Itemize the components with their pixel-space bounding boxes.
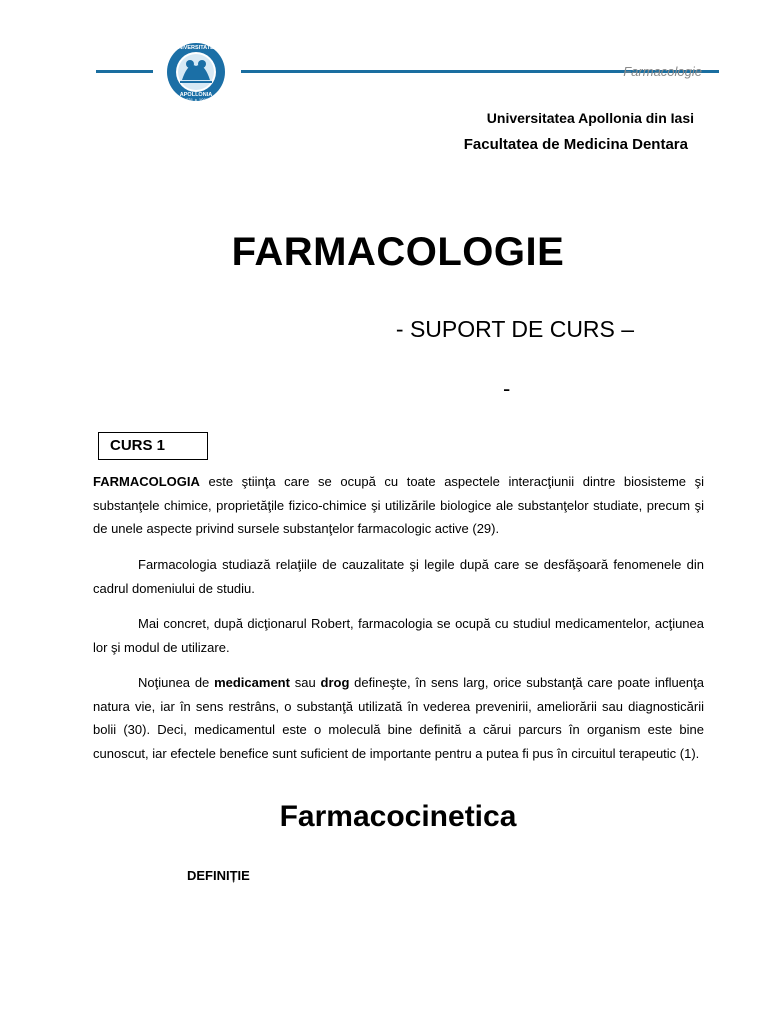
paragraph-text: defineşte, în sens larg, orice substanţă care poate influenţa natura vie, iar în sens restrâns, o substanţă utilizată în vederea prevenirii, ameliorării sau diagnosticării bolii (30). Deci, medicamentul este o moleculă bine definită a cărui parcurs în organism este bine cunoscut, iar efectele benefice sunt suficient de importante pentru a putea fi pus în circuitul terapeutic (1). [93,675,704,761]
paragraph-text: este ştiinţa care se ocupă cu toate aspectele interacţiunii dintre biosisteme şi substanţele chimice, proprietăţile fizico-chimice şi utilizările biologice ale substanţelor studiate, precum şi de unele aspecte privind sursele substanţelor farmacologic active (29). [93,474,704,536]
document-title: FARMACOLOGIE [231,230,565,274]
document-subtitle: - SUPORT DE CURS – [395,316,635,342]
logo-text-bottom: APOLLONIA [179,92,213,98]
subtitle-dash: - [503,376,511,401]
paragraph-text: Noţiunea de [138,675,215,690]
course-label: CURS 1 [110,437,166,454]
paragraph-text: sau [289,675,321,690]
paragraph-robert [93,612,704,659]
university-name: Universitatea Apollonia din Iasi [486,110,694,126]
term-drog: drog [320,675,350,690]
term-farmacologia: FARMACOLOGIA [93,474,200,489]
running-header-title: Farmacologie [623,64,702,79]
university-logo [166,40,226,104]
header-rule-left [96,70,153,73]
logo-text-top: UNIVERSITATEA [174,45,218,51]
faculty-name: Facultatea de Medicina Dentara [463,136,688,153]
section-title: Farmacocinetica [279,800,517,833]
paragraph-medicament [93,671,704,765]
paragraph-definition [93,470,704,541]
paragraph-causality [93,553,704,600]
course-label-box [98,432,208,460]
paragraph-text: Mai concret, după dicţionarul Robert, farmacologia se ocupă cu studiul medicamentelor, acţiunea lor şi modul de utilizare. [93,616,704,655]
term-medicament: medicament [214,675,290,690]
paragraph-text: Farmacologia studiază relaţiile de cauzalitate şi legile după care se desfăşoară fenomenele din cadrul domeniului de studiu. [93,557,704,596]
logo-years: 1831 ✦ 1990 [183,97,209,103]
definition-label: DEFINIȚIE [187,868,250,883]
